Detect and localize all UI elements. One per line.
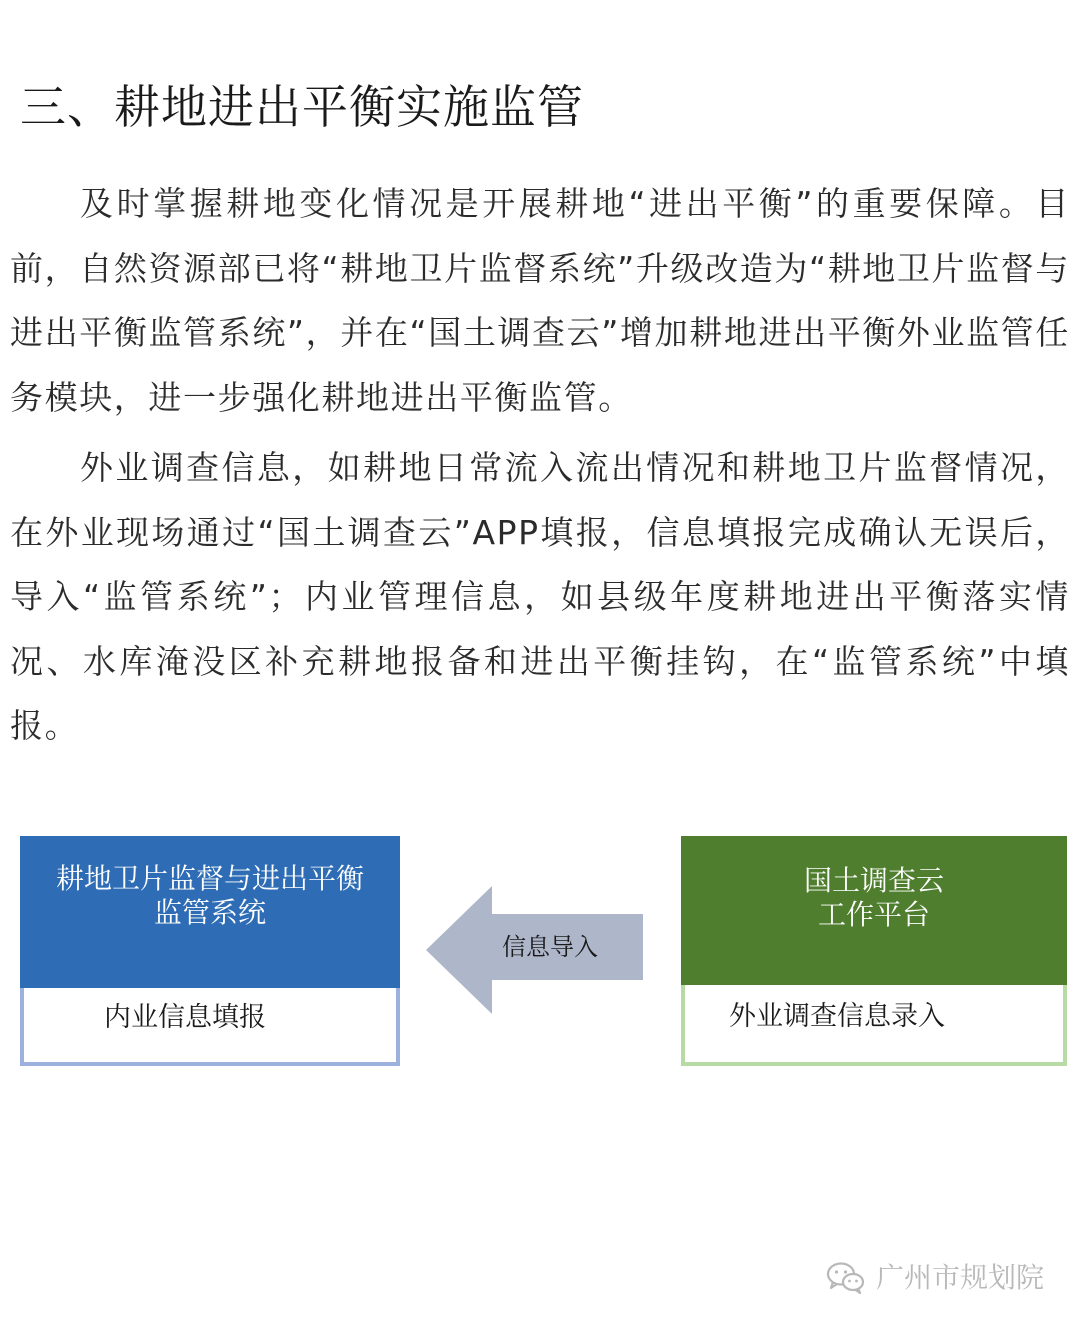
section-heading: 三、耕地进出平衡实施监管 [20, 80, 584, 134]
indoor-entry-box [20, 988, 400, 1066]
supervision-system-box [20, 836, 400, 988]
survey-cloud-title-line2: 工作平台 [817, 898, 930, 931]
import-arrow-label: 信息导入 [502, 933, 598, 961]
paragraph-2: 外业调查信息，如耕地日常流入流出情况和耕地卫片监督情况，在外业现场通过“国土调查云”APP填报，信息填报完成确认无误后，导入“监管系统”；内业管理信息，如县级年度耕地进出平衡落实情况、水库淹没区补充耕地报备和进出平衡挂钩，在“监管系统”中填报。 [10, 448, 1070, 745]
watermark [826, 1258, 1044, 1298]
survey-cloud-title [701, 864, 1047, 932]
paragraph-1: 及时掌握耕地变化情况是开展耕地“进出平衡”的重要保障。目前，自然资源部已将“耕地卫片监督系统”升级改造为“耕地卫片监督与进出平衡监管系统”，并在“国土调查云”增加耕地进出平衡外业监管任务模块，进一步强化耕地进出平衡监管。 [10, 184, 1070, 417]
indoor-entry-label: 内业信息填报 [104, 1002, 266, 1033]
survey-cloud-box [681, 836, 1067, 985]
survey-cloud-title-line1: 国土调查云 [803, 864, 944, 897]
supervision-system-title: 耕地卫片监督与进出平衡监管系统 [55, 862, 364, 929]
watermark-text: 广州市规划院 [875, 1261, 1044, 1294]
field-entry-label: 外业调查信息录入 [729, 1001, 945, 1032]
wechat-icon [826, 1261, 866, 1295]
field-entry-box [681, 985, 1067, 1066]
